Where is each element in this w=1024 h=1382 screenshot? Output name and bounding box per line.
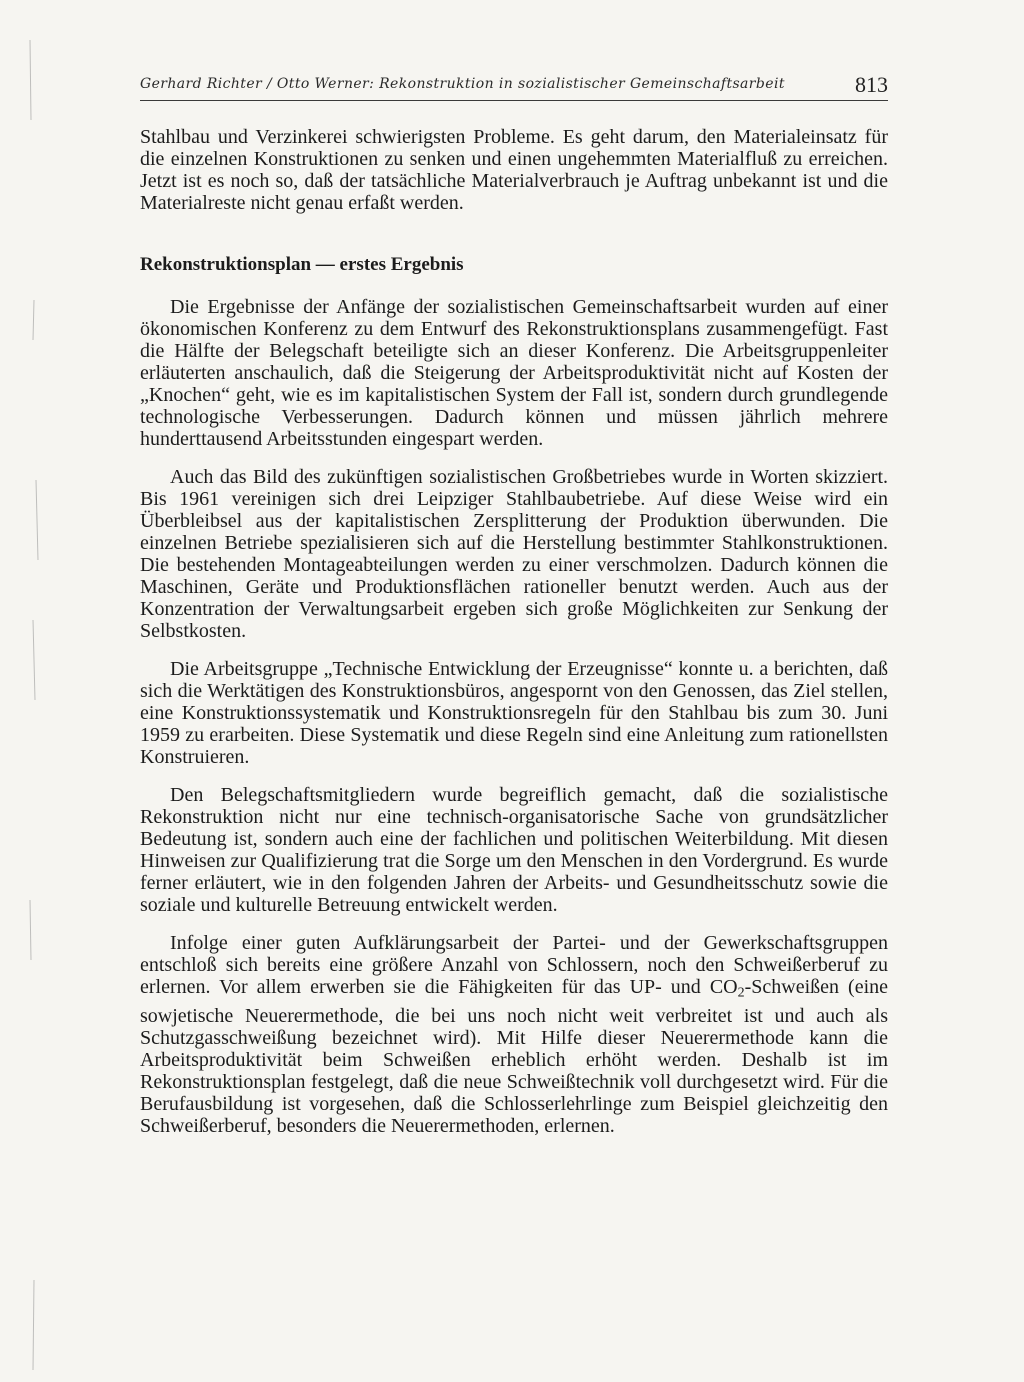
paragraph: Auch das Bild des zukünftigen sozialistischen Großbetriebes wurde in Worten skizziert. Bis 1961 vereinigen sich drei Leipziger Stahlbaubetriebe. Auf diese Weise wird ein Überbleibsel aus der kapitalistischen Zersplitterung der Produktion überwunden. Die einzelnen Betriebe spezialisieren sich auf die Herstellung bestimmter Stahlkonstruktionen. Die bestehenden Montageabteilungen werden zu einer verschmolzen. Dadurch können die Maschinen, Geräte und Produktionsflächen rationeller benutzt werden. Auch aus der Konzentration der Verwaltungsarbeit ergeben sich große Möglichkeiten zur Senkung der Selbstkosten. [140,466,888,642]
paragraph-text: Infolge einer guten Aufklärungsarbeit der Partei- und der Gewerkschaftsgruppen entschloß sich bereits eine größere Anzahl von Schlossern, noch den Schweißerberuf zu erlernen. Vor allem erwerben sie die Fähigkeiten für das UP- und CO [140,932,888,998]
article-body [140,126,888,1137]
running-header [140,72,888,101]
paragraph-continued: Stahlbau und Verzinkerei schwierigsten Probleme. Es geht darum, den Materialeinsatz für die einzelnen Konstruktionen zu senken und einen ungehemmten Materialfluß zu erreichen. Jetzt ist es noch so, daß der tatsächliche Materialverbrauch je Auftrag unbekannt ist und die Materialreste nicht genau erfaßt werden. [140,126,888,214]
paragraph: Die Ergebnisse der Anfänge der sozialistischen Gemeinschaftsarbeit wurden auf einer ökonomischen Konferenz zu dem Entwurf des Rekonstruktionsplans zusammengefügt. Fast die Hälfte der Belegschaft beteiligte sich an dieser Konferenz. Die Arbeitsgruppenleiter erläuterten anschaulich, daß die Steigerung der Arbeitsproduktivität nicht auf Kosten der „Knochen“ geht, wie es im kapitalistischen System der Fall ist, sondern durch grundlegende technologische Verbesserungen. Dadurch können und müssen jährlich mehrere hunderttausend Arbeitsstunden eingespart werden. [140,296,888,450]
paragraph [140,932,888,1137]
paragraph: Die Arbeitsgruppe „Technische Entwicklung der Erzeugnisse“ konnte u. a berichten, daß sich die Werktätigen des Konstruktionsbüros, angespornt von den Genossen, das Ziel stellen, eine Konstruktionssystematik und Konstruktionsregeln für den Stahlbau bis zum 30. Juni 1959 zu erarbeiten. Diese Systematik und diese Regeln sind eine Anleitung zum rationellsten Konstruieren. [140,658,888,768]
section-heading: Rekonstruktionsplan — erstes Ergebnis [140,254,464,275]
running-title: Gerhard Richter / Otto Werner: Rekonstruktion in sozialistischer Gemeinschaftsarbeit [140,76,785,92]
scan-margin-marks [0,0,60,1382]
paragraph: Den Belegschaftsmitgliedern wurde begreiflich gemacht, daß die sozialistische Rekonstruktion nicht nur eine technisch-organisatorische Sache von grundsätzlicher Bedeutung ist, sondern auch eine der fachlichen und politischen Weiterbildung. Mit diesen Hinweisen zur Qualifizierung trat die Sorge um den Menschen in den Vordergrund. Es wurde ferner erläutert, wie in den folgenden Jahren der Arbeits- und Gesundheitsschutz sowie die soziale und kulturelle Betreuung entwickelt werden. [140,784,888,916]
paragraph-text: -Schweißen (eine sowjetische Neuerermethode, die bei uns noch nicht weit verbreitet ist und auch als Schutzgasschweißung bezeichnet wird). Mit Hilfe dieser Neuerermethode kann die Arbeitsproduktivität beim Schweißen erheblich erhöht werden. Deshalb ist im Rekonstruktionsplan festgelegt, daß die neue Schweißtechnik voll durchgesetzt wird. Für die Berufausbildung ist vorgesehen, daß die Schlosserlehrlinge zum Beispiel gleichzeitig den Schweißerberuf, besonders die Neuerermethoden, erlernen. [140,976,888,1137]
page-number: 813 [855,72,888,97]
subscript-text: 2 [737,985,745,1001]
